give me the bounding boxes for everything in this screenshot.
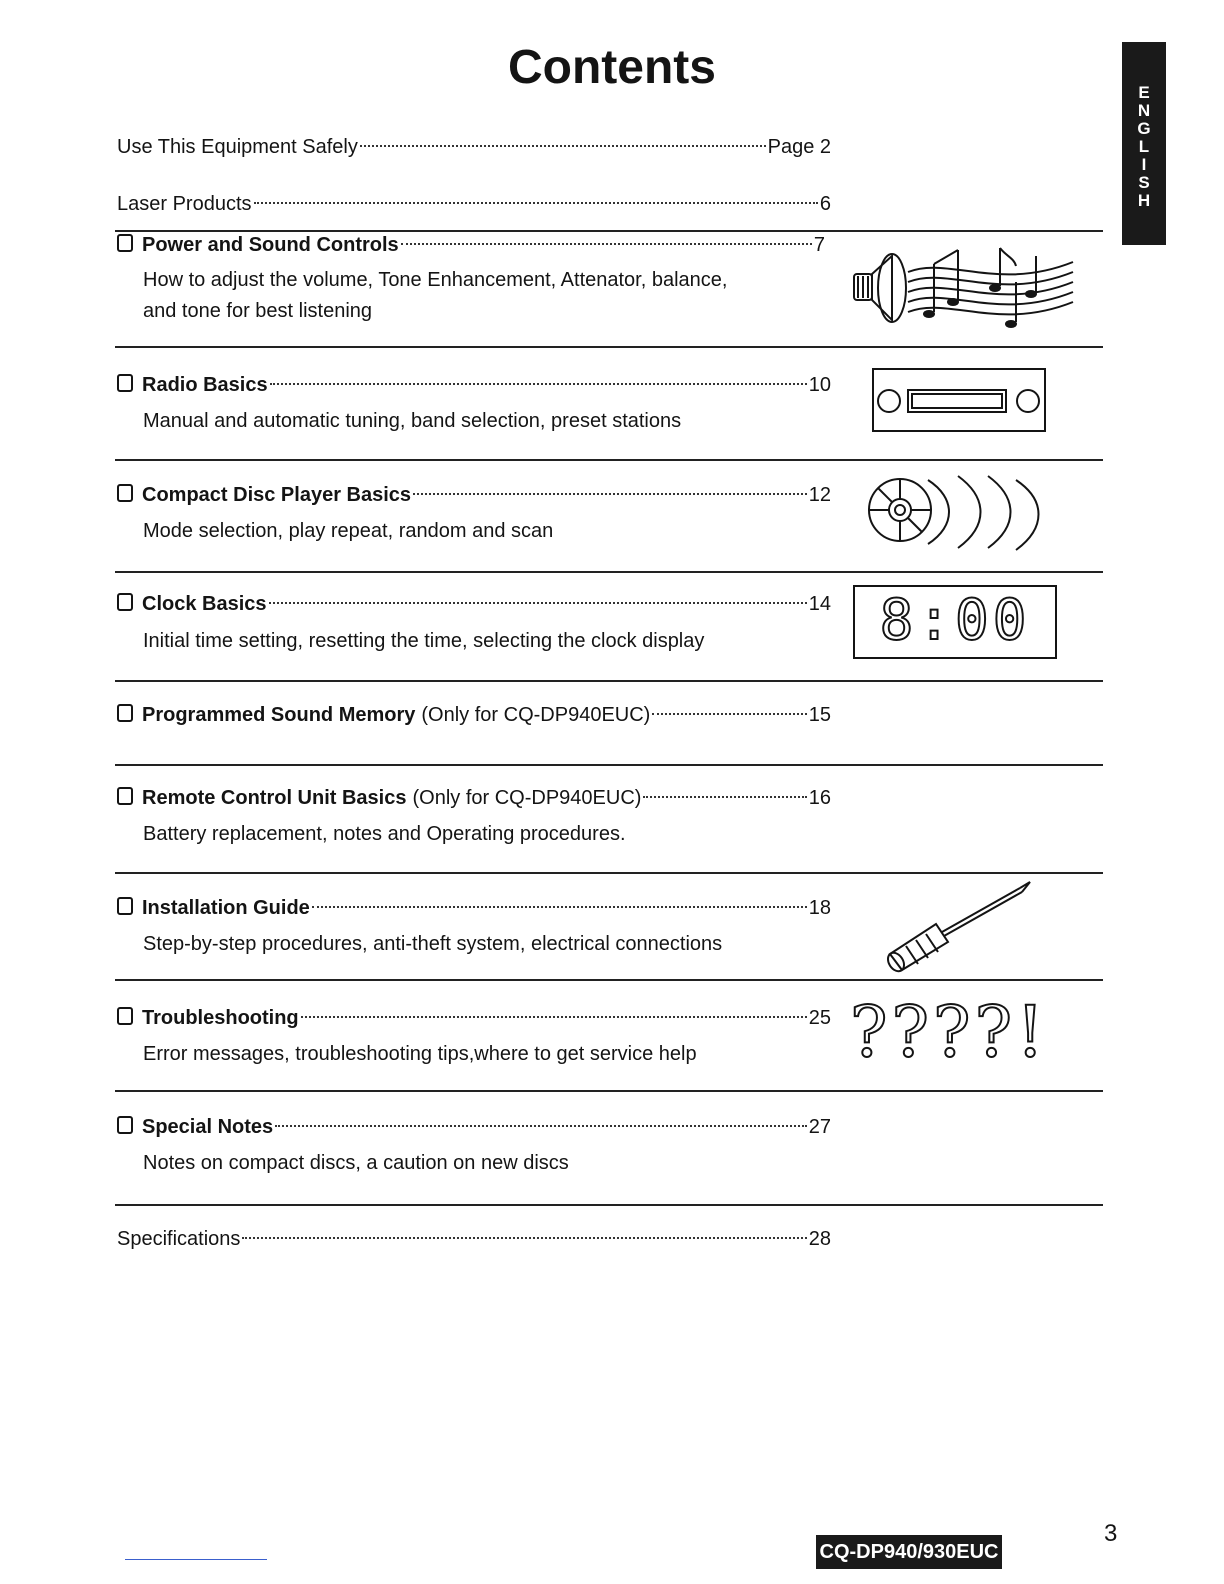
- toc-entry-page: 14: [808, 593, 831, 615]
- toc-entry-title: Specifications: [117, 1228, 241, 1250]
- language-tab-letter: H: [1137, 191, 1151, 210]
- toc-entry-description: How to adjust the volume, Tone Enhancement, Attenator, balance,: [143, 269, 728, 291]
- toc-entry-page: 15: [808, 704, 831, 726]
- toc-entry-radio-basics[interactable]: [117, 373, 831, 403]
- toc-entry-title: Radio Basics: [142, 374, 268, 396]
- section-divider: [115, 571, 1103, 573]
- toc-entry-page: 18: [808, 897, 831, 919]
- toc-entry-title: Troubleshooting: [142, 1007, 299, 1029]
- checkbox-icon: [117, 787, 133, 805]
- toc-entry-title: Special Notes: [142, 1116, 274, 1138]
- checkbox-icon: [117, 374, 133, 392]
- toc-entry-title: Power and Sound Controls: [142, 234, 399, 256]
- language-tab-label: [1122, 84, 1166, 210]
- toc-entry-installation-guide[interactable]: [117, 896, 831, 926]
- toc-entry-description: Notes on compact discs, a caution on new discs: [143, 1152, 569, 1174]
- section-divider: [115, 872, 1103, 874]
- toc-entry-page: 28: [808, 1228, 831, 1250]
- toc-entry-page: 6: [819, 193, 831, 215]
- dot-leader: [269, 602, 807, 604]
- toc-entry-title: Installation Guide: [142, 897, 310, 919]
- toc-entry-note: (Only for CQ-DP940EUC): [412, 787, 642, 809]
- toc-entry-note: (Only for CQ-DP940EUC): [421, 704, 651, 726]
- speaker-music-icon: [848, 242, 1078, 332]
- page-title: Contents: [508, 41, 716, 94]
- checkbox-icon: [117, 484, 133, 502]
- section-divider: [115, 680, 1103, 682]
- checkbox-icon: [117, 1007, 133, 1025]
- dot-leader: [413, 493, 807, 495]
- toc-entry-troubleshooting[interactable]: [117, 1006, 831, 1036]
- clock-display-reading: 8:00: [879, 588, 1031, 653]
- compact-disc-icon: [866, 470, 1046, 552]
- toc-entry-description: Manual and automatic tuning, band selection, preset stations: [143, 410, 682, 432]
- model-badge: CQ-DP940/930EUC: [816, 1535, 1002, 1569]
- question-marks-icon: ????!: [850, 991, 1049, 1073]
- checkbox-icon: [117, 897, 133, 915]
- language-tab-letter: G: [1137, 119, 1151, 138]
- footer-line: [125, 1559, 267, 1560]
- language-tab-letter: I: [1141, 155, 1147, 174]
- section-divider: [115, 230, 1103, 232]
- toc-entry-description: Step-by-step procedures, anti-theft system, electrical connections: [143, 933, 723, 955]
- language-tab-letter: L: [1138, 137, 1150, 156]
- dot-leader: [652, 713, 806, 715]
- section-divider: [115, 979, 1103, 981]
- toc-entry-title: Clock Basics: [142, 593, 267, 615]
- screwdriver-icon: [884, 880, 1034, 976]
- section-divider: [115, 1204, 1103, 1206]
- section-divider: [115, 346, 1103, 348]
- dot-leader: [242, 1237, 806, 1239]
- toc-entry-specifications[interactable]: [117, 1228, 831, 1258]
- clock-display-frame: [853, 585, 1057, 659]
- checkbox-icon: [117, 234, 133, 252]
- checkbox-icon: [117, 593, 133, 611]
- toc-entry-title: Use This Equipment Safely: [117, 136, 358, 158]
- language-tab-letter: S: [1138, 173, 1150, 192]
- toc-entry-description: Initial time setting, resetting the time, selecting the clock display: [143, 630, 705, 652]
- dot-leader: [312, 906, 807, 908]
- toc-entry-special-notes[interactable]: [117, 1115, 831, 1145]
- dot-leader: [270, 383, 807, 385]
- toc-entry-page: 16: [808, 787, 831, 809]
- toc-entry-power-sound[interactable]: [117, 233, 825, 263]
- language-tab-letter: E: [1138, 83, 1150, 102]
- dot-leader: [360, 145, 766, 147]
- toc-entry-description: Battery replacement, notes and Operating procedures.: [143, 823, 626, 845]
- toc-entry-cd-player-basics[interactable]: [117, 483, 831, 513]
- toc-entry-remote-control[interactable]: [117, 786, 831, 816]
- toc-entry-description: Error messages, troubleshooting tips,where to get service help: [143, 1043, 697, 1065]
- dot-leader: [401, 243, 812, 245]
- toc-entry-clock-basics[interactable]: [117, 592, 831, 622]
- dot-leader: [301, 1016, 807, 1018]
- section-divider: [115, 764, 1103, 766]
- page-number: 3: [1104, 1520, 1118, 1547]
- toc-entry-page: 25: [808, 1007, 831, 1029]
- toc-entry-description: and tone for best listening: [143, 300, 373, 322]
- checkbox-icon: [117, 1116, 133, 1134]
- toc-entry-programmed-sound-memory[interactable]: [117, 703, 831, 733]
- toc-entry-laser-products[interactable]: [117, 193, 831, 223]
- toc-entry-page: 27: [808, 1116, 831, 1138]
- toc-entry-page: 7: [813, 234, 825, 256]
- language-tab-letter: N: [1137, 101, 1151, 120]
- toc-entry-description: Mode selection, play repeat, random and scan: [143, 520, 554, 542]
- toc-entry-title: Compact Disc Player Basics: [142, 484, 412, 506]
- section-divider: [115, 1090, 1103, 1092]
- toc-entry-page: 12: [808, 484, 831, 506]
- section-divider: [115, 459, 1103, 461]
- toc-entry-page: 10: [808, 374, 831, 396]
- language-tab: [1122, 42, 1166, 245]
- dot-leader: [254, 202, 818, 204]
- toc-entry-title: Remote Control Unit Basics: [142, 787, 407, 809]
- toc-entry-page: Page 2: [767, 136, 831, 158]
- toc-entry-title: Programmed Sound Memory: [142, 704, 416, 726]
- dot-leader: [643, 796, 806, 798]
- toc-entry-title: Laser Products: [117, 193, 252, 215]
- dot-leader: [275, 1125, 807, 1127]
- checkbox-icon: [117, 704, 133, 722]
- toc-entry-safety[interactable]: [117, 136, 831, 166]
- radio-unit-icon: [872, 368, 1046, 432]
